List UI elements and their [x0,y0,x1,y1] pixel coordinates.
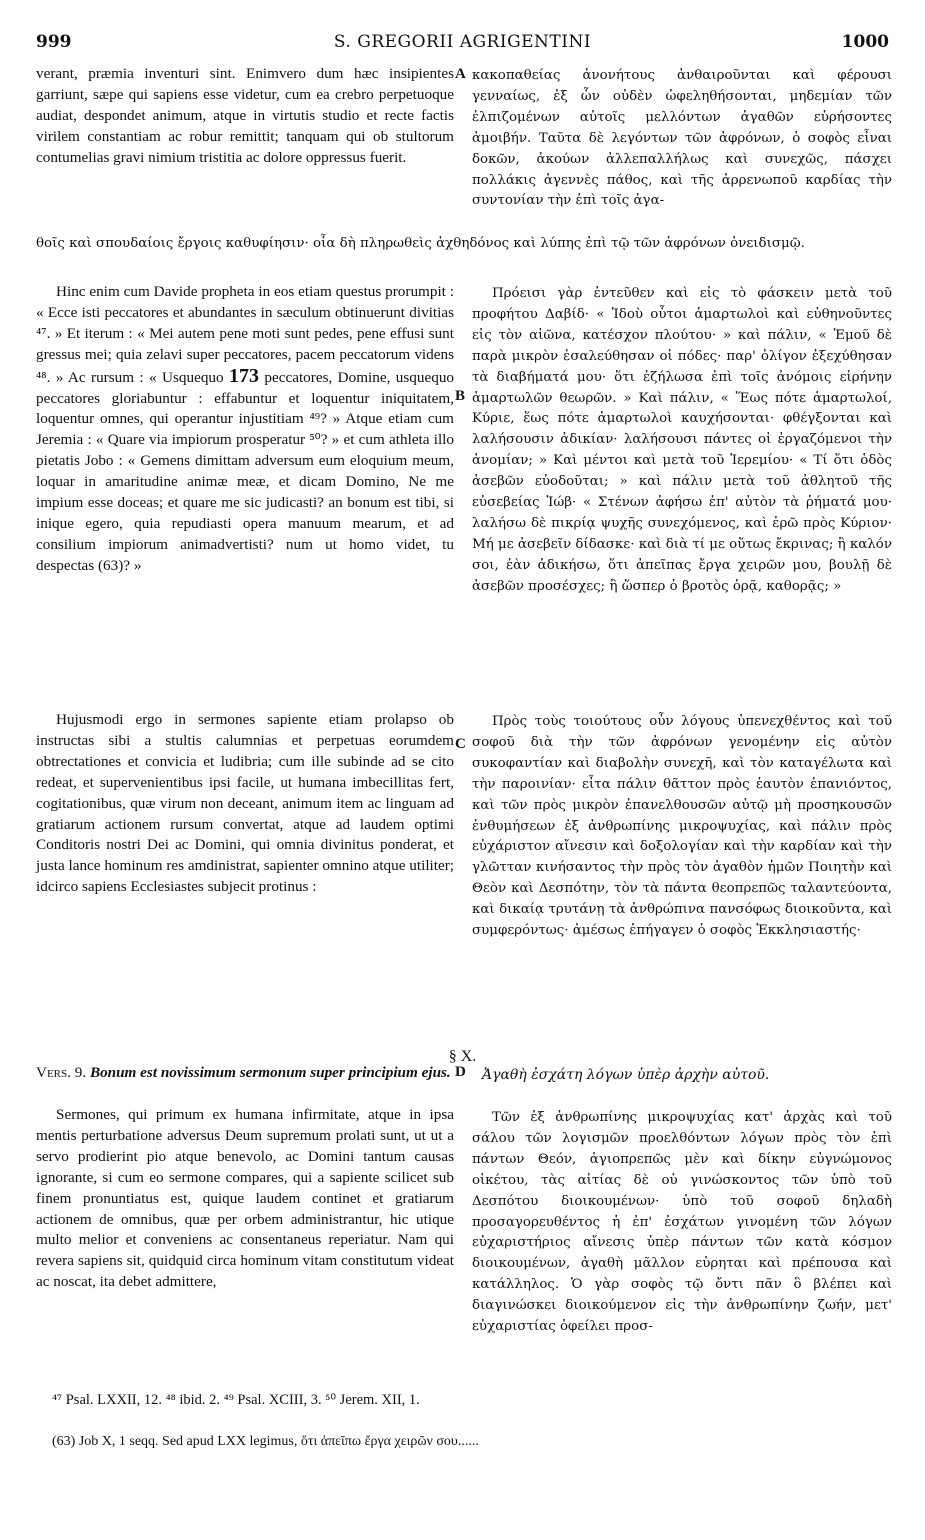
running-title: S. GREGORII AGRIGENTINI [333,32,592,52]
margin-marker-d: D [455,1064,466,1080]
greek-paragraph-3: Πρὸς τοὺς τοιούτους οὖν λόγους ὑπενεχθέντος καὶ τοῦ σοφοῦ διὰ τὴν τῶν ἀφρόνων γενομένην εἰς αὐτὸν συκοφαντίαν καὶ διαβολὴν συνεχῆ, καὶ τὸν καταγέλωτα καὶ τὴν παροινίαν· εἶτα πάλιν θᾶττον πρὸς ἑαυτὸν ἐπανιόντος, καὶ τῶν πρὸς μικρὸν ἐπανελθουσῶν αὐτῷ μὴ προσηκουσῶν ἐνθυμήσεων ἐξ ἀνθρωπίνης μικροψυχίας, καὶ πάλιν πρὸς εὐχάριστον αἴνεσιν καὶ δοξολογίαν καὶ τὴν καρδίαν καὶ τὴν γλῶτταν κινήσαντος τὴν πρὸς τὸν ἀγαθὸν ἡμῶν Ποιητὴν καὶ Θεὸν καὶ Δεσπότην, τὸν τὰ πάντα θεοπρεπῶς ταλαντεύοντα, καὶ δικαίᾳ τρυτάνῃ τὰ ἀνθρώπινα πανσόφως διοικοῦντα, καὶ συμφερόντως· ἀμέσως ἐπήγαγεν ὁ σοφὸς Ἐκκλησιαστής· [472,714,892,939]
greek-paragraph-4: Τῶν ἐξ ἀνθρωπίνης μικροψυχίας κατ' ἀρχὰς καὶ τοῦ σάλου τῶν λογισμῶν προελθόντων λόγων πρὸς τὸν ἐπὶ πάντων Θεόν, ἁγιοπρεπῶς μὲν καὶ δίκην εὐγνώμονος οἰκέτου, τὰς αἰτίας δὲ οὐ γινώσκοντος τῶν ὑπὸ τοῦ Δεσπότου διοικουμένων· ὑπὸ τοῦ σοφοῦ δηλαδὴ προσαγορευθέντος ἡ ἐπ' ἐσχάτων γινομένη τῶν λόγων εὐχαριστήριος αἴνεσις ὑπὲρ πάντων τῶν κατὰ κόσμον διοικουμένων, ἀγαθὴ μᾶλλον εὑρηται καὶ πρέπουσα καὶ κατάλληλος. Ὁ γὰρ σοφὸς τῷ ὄντι πᾶν ὃ βλέπει καὶ διαγινώσκει διοικούμενον εἰς τὴν ἀνθρωπίνην ζωήν, μετ' εὐχαριστίας ὀφείλει προσ- [472,1110,892,1335]
page-number-left: 999 [36,32,72,52]
latin-verse-heading: Vers. 9. Bonum est novissimum sermonum super principium ejus. [36,1064,451,1081]
running-header [36,32,889,56]
footnote-63: (63) Job X, 1 seqq. Sed apud LXX legimus, ὅτι ἀπεῖπω ἔργα χειρῶν σου...... [52,1434,479,1449]
latin-paragraph-2: Hinc enim cum Davide propheta in eos etiam questus prorumpit : « Ecce isti peccatores et abundantes in sæculum obtinuerunt divitias ⁴⁷. » Et iterum : « Mei autem pene moti sunt pedes, pene effusi sunt gressus mei; quia zelavi super peccatores, pacem peccatorum videns ⁴⁸. » Ac rursum : « Usquequo 173 peccatores, Domine, usquequo peccatores gloriabuntur : effabuntur et loquentur iniquitatem, loquentur omnes, qui operantur injustitiam ⁴⁹? » Atque etiam cum Jeremia : « Quare via impiorum prosperatur ⁵⁰? » et cum athleta illo pietatis Jobo : « Gemens dimittam adversum eum eloquium meum, loquar in amaritudine animæ meæ, et dicam Domino, Ne me impium esse doceas; et quare me sic judicasti? an bonum est tibi, si inique egero, quia repudiasti opera manuum mearum, et ad consilium impiorum animadvertisti? num ut homo videt, tu despectas (63)? » [36,283,455,574]
column-number: 173 [229,364,260,387]
page-number-right: 1000 [841,32,889,52]
margin-marker-a: A [455,66,466,82]
margin-marker-c: C [455,736,466,752]
section-heading: § X. [448,1048,477,1065]
latin-paragraph-3: Hujusmodi ergo in sermones sapiente etiam prolapso ob instructas sibi a stultis calumnias et perpetuas eorumdem obtrectationes et convicia et ludibria; cum ille subinde ad se cito redeat, et supervenientibus ipsi facile, ut humana imbecillitas fert, cogitationibus, quæ virum non deceant, animum item ac linguam ad gratiarum actionem rursum convertat, atque ad laudem optimi Conditoris nostri Dei ac Domini, qui omnia divinitus ponderat, et justa lance hominum res amdinistrat, sapienter omnino atque utiliter; idcirco sapiens Ecclesiastes subjecit protinus : [36,711,454,896]
greek-paragraph-2: Πρόεισι γὰρ ἐντεῦθεν καὶ εἰς τὸ φάσκειν μετὰ τοῦ προφήτου Δαβίδ· « Ἰδοὺ οὗτοι ἁμαρτωλοὶ καὶ εὐθηνοῦντες εἰς τὸν αἰῶνα, κατέσχον πλούτου· » καὶ πάλιν, « Ἐμοῦ δὲ παρὰ μικρὸν ἐσαλεύθησαν οἱ πόδες· παρ' ὀλίγον ἐξεχύθησαν τὰ διαβήματά μου· ὅτι ἐζήλωσα ἐπὶ τοῖς ἀνόμοις εἰρήνην ἁμαρτωλῶν θεωρῶν. » Καὶ πάλιν, « Ἕως πότε ἁμαρτωλοί, Κύριε, ἕως πότε ἁμαρτωλοὶ καυχήσονται· φθέγξονται καὶ λαλήσουσιν ἀδικίαν· λαλήσουσι πάντες οἱ ἐργαζόμενοι τὴν ἀνομίαν; » Καὶ μέντοι καὶ μετὰ τοῦ Ἱερεμίου· « Τί ὅτι ὁδὸς ἀσεβῶν εὐοδοῦται; » καὶ πάλιν μετὰ τοῦ ἀθλητοῦ τῆς εὐσεβείας Ἰώβ· « Στένων ἀφήσω ἐπ' αὐτὸν τὰ ῥήματά μου· λαλήσω δὲ πικρίᾳ ψυχῆς συνεχόμενος, καὶ ἐρῶ πρὸς Κύριον· Μή με ἀσεβεῖν δίδασκε· καὶ διὰ τί με οὕτως ἔκρινας; ἢ καλόν σοι, ἐὰν ἀδικήσω, ὅτι ἀπεῖπας ἔργα χειρῶν μου, βουλῇ δὲ ἀσεβῶν προσέσχες; ἢ ὥσπερ ὁ βροτὸς ὁρᾷ, καθορᾷς; » [472,286,892,594]
latin-paragraph-4: Sermones, qui primum ex humana infirmitate, atque in ipsa mentis perturbatione adversus Deum supremum prolati sunt, ut ut a servo prodierint pio atque benevolo, ac Domini tantum causas ignorante, si cum eo sermone compares, qui a sapiente scilicet sub finem pronuntiatus est, quique laudem continet et gratiarum actionem de omnibus, quæ per orbem administrantur, hic utique multo melior et conveniens ac consentaneus reperiatur. Nam qui revera sapiens sit, quidquid circa hominum vitam constitutum videat ac noscat, ita debet admittere, [36,1106,454,1291]
scripture-references: ⁴⁷ Psal. LXXII, 12. ⁴⁸ ibid. 2. ⁴⁹ Psal. XCIII, 3. ⁵⁰ Jerem. XII, 1. [52,1392,420,1408]
greek-continuation: θοῖς καὶ σπουδαίοις ἔργοις καθυφίησιν· οἷα δὴ πληρωθεὶς ἀχθηδόνος καὶ λύπης ἐπὶ τῷ τῶν ἀφρόνων ὀνειδισμῷ. [36,236,805,251]
greek-paragraph-1: κακοπαθείας ἀνονήτους ἀνθαιροῦνται καὶ φέρουσι γενναίως, ἐξ ὧν οὐδὲν ὠφεληθήσονται, μηδεμίαν τῶν ἐλπιζομένων αὐτοῖς μελλόντων ἀγαθῶν εὑρήσοντες ἀμοιβήν. Ταῦτα δὲ λεγόντων τῶν ἀφρόνων, ὁ σοφὸς εἶναι δοκῶν, ἀκούων ἀλλεπαλλήλως καὶ συνεχῶς, πάσχει πολλάκις ἀγεννὲς πάθος, καὶ τῆς ἀρρενωποῦ καρδίας τὴν συντονίαν τὴν ἐπὶ τοῖς ἀγα- [472,68,892,209]
latin-paragraph-1: verant, præmia inventuri sint. Enimvero dum hæc insipientes garriunt, sæpe qui sapiens esse videtur, cum ea crebro perpetuoque audiat, despondet animum, atque in virtutis studio et recte factis virilem constantiam ac robur remittit; tanquam qui ob stultorum contumelias gravi nimium tristitia ac dolore oppressus fuerit. [36,65,454,166]
greek-verse-heading: Ἀγαθὴ ἐσχάτη λόγων ὑπὲρ ἀρχὴν αὐτοῦ. [482,1067,770,1083]
margin-marker-b: B [455,388,466,404]
